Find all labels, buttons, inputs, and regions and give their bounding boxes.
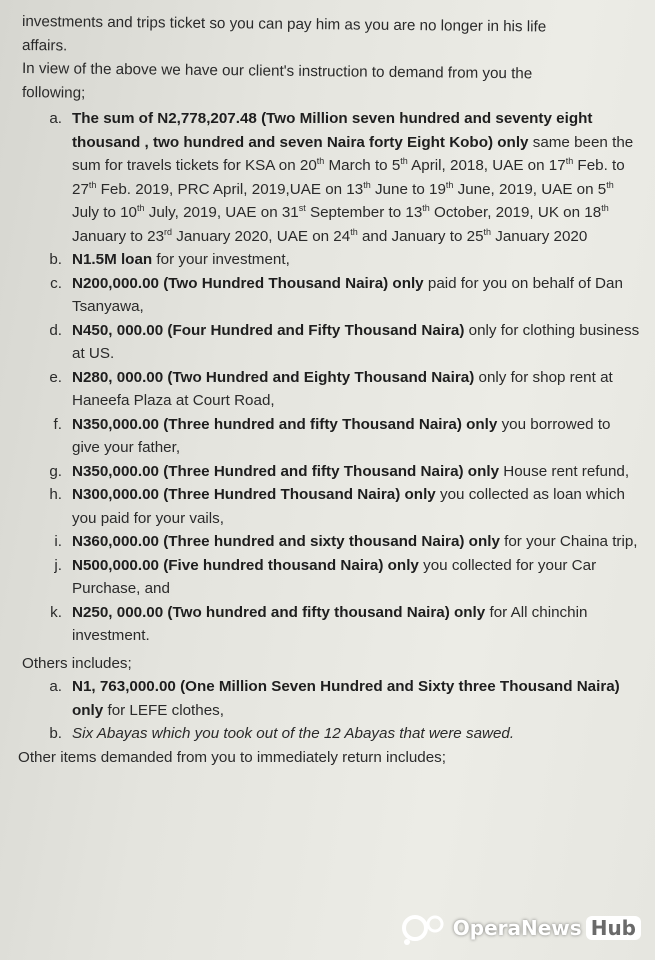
list-item-amount: N250, 000.00 (Two hundred and fifty thousand Naira) only — [72, 603, 486, 621]
list-item-amount: N280, 000.00 (Two Hundred and Eighty Thousand Naira) — [72, 368, 475, 386]
list-item — [22, 601, 641, 648]
list-item-body — [72, 107, 641, 248]
intro-line-2: affairs. — [21, 36, 68, 54]
list-item-text: Six Abayas which you took out of the 12 Abayas that were sawed. — [72, 725, 515, 742]
list-item-body — [72, 601, 641, 648]
list-item-body — [72, 675, 641, 722]
list-item-label: k. — [50, 603, 62, 621]
list-item-amount: N1, 763,000.00 (One Million Seven Hundred and Sixty three Thousand Naira) only — [72, 678, 620, 719]
list-item — [22, 413, 641, 460]
others-list — [22, 675, 641, 746]
list-item-body — [72, 319, 641, 366]
list-item-text: same been the sum for travels tickets for KSA on 20th March to 5th April, 2018, UAE on 17th Feb. to 27th Feb. 2019, PRC April, 2019,UAE on 13th June to 19th June, 2019, UAE on 5th July to 10th July, 2019, UAE on 31st September to 13th October, 2019, UK on 18th January to 23rd January 2020, UAE on 24th and January to 25th January 2020 — [72, 133, 634, 245]
list-item-amount: N200,000.00 (Two Hundred Thousand Naira) only — [72, 274, 424, 292]
list-item-label: c. — [50, 274, 62, 292]
list-item — [22, 107, 641, 248]
operanews-logo-icon — [399, 908, 449, 948]
list-item-body — [72, 554, 641, 601]
list-item-body — [72, 530, 641, 554]
list-item — [22, 675, 641, 722]
list-item-text: you collected for your Car Purchase, and — [72, 556, 597, 597]
list-item-amount: N300,000.00 (Three Hundred Thousand Naira) only — [72, 486, 436, 503]
list-item — [22, 554, 641, 601]
others-heading: Others includes; — [22, 654, 132, 672]
list-item — [22, 483, 641, 530]
list-item-amount: N500,000.00 (Five hundred thousand Naira) only — [72, 556, 419, 574]
list-item-label: a. — [49, 678, 62, 695]
list-item-body — [72, 460, 641, 484]
list-item-amount: The sum of N2,778,207.48 (Two Million seven hundred and seventy eight thousand , two hundred and seven Naira forty Eight Kobo) only — [72, 110, 593, 151]
list-item-label: j. — [54, 556, 62, 574]
list-item-text: House rent refund, — [503, 462, 630, 480]
list-item-text: you collected as loan which you paid for your vails, — [72, 486, 625, 527]
list-item-body — [72, 413, 641, 460]
list-item-amount: N350,000.00 (Three hundred and fifty Thousand Naira) only — [72, 415, 498, 433]
list-item — [22, 366, 641, 413]
list-item-body — [72, 366, 641, 413]
intro-line-1: investments and trips ticket so you can pay him as you are no longer in his life — [21, 13, 547, 36]
list-item-label: h. — [49, 486, 62, 503]
list-item-label: b. — [49, 725, 62, 742]
list-item-amount: N450, 000.00 (Four Hundred and Fifty Thousand Naira) — [72, 321, 465, 339]
list-item-text: you borrowed to give your father, — [72, 415, 611, 456]
operanews-watermark — [399, 908, 641, 948]
list-item-text: for your Chaina trip, — [504, 533, 638, 550]
watermark-badge: Hub — [586, 916, 641, 940]
list-item-label: f. — [53, 415, 62, 433]
list-item-label: a. — [49, 110, 62, 127]
list-item — [22, 248, 641, 272]
list-item-amount: N350,000.00 (Three Hundred and fifty Thousand Naira) only — [72, 462, 500, 480]
list-item-body — [72, 722, 641, 746]
intro-line-4: following; — [21, 83, 86, 102]
list-item — [22, 460, 641, 484]
list-item-text: paid for you on behalf of Dan Tsanyawa, — [72, 274, 623, 315]
list-item-label: e. — [49, 368, 62, 386]
list-item-text: for your investment, — [156, 251, 290, 268]
list-item — [22, 722, 641, 746]
list-item-text: only for shop rent at Haneefa Plaza at Court Road, — [72, 368, 613, 409]
list-item — [22, 272, 641, 319]
watermark-text: OperaNews — [452, 916, 582, 940]
list-item — [22, 319, 641, 366]
list-item-text: for All chinchin investment. — [72, 603, 588, 644]
list-item-label: g. — [49, 462, 62, 480]
list-item — [22, 530, 641, 554]
list-item-body — [72, 483, 641, 530]
list-item-text: for LEFE clothes, — [107, 701, 224, 719]
list-item-amount: N1.5M loan — [72, 251, 153, 268]
list-item-text: only for clothing business at US. — [72, 321, 640, 362]
list-item-label: d. — [49, 321, 62, 339]
intro-line-3: In view of the above we have our client's instruction to demand from you the — [21, 60, 533, 83]
demand-list — [22, 107, 641, 648]
list-item-label: b. — [49, 251, 62, 268]
list-item-label: i. — [54, 533, 62, 550]
list-item-amount: N360,000.00 (Three hundred and sixty thousand Naira) only — [72, 533, 500, 550]
list-item-body — [72, 272, 641, 319]
closing-line: Other items demanded from you to immediately return includes; — [18, 748, 446, 766]
list-item-body — [72, 248, 641, 272]
